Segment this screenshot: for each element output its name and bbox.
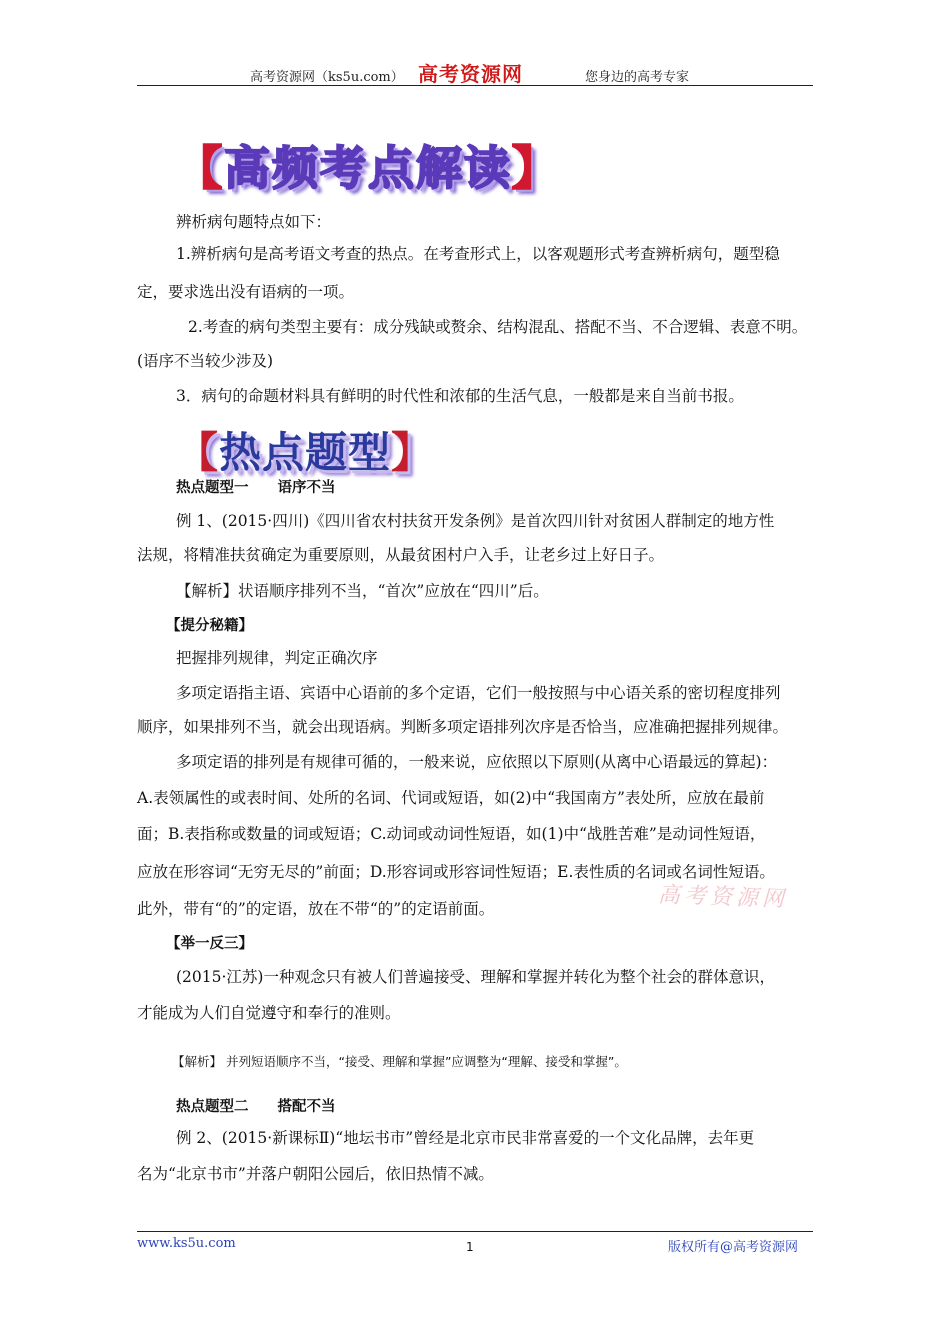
example-1-line-a: 例 1、(2015·四川)《四川省农村扶贫开发条例》是首次四川针对贫困人群制定的地方性 [176,512,775,530]
tip-line-7: 此外，带有“的”的定语，放在不带“的”的定语前面。 [137,900,495,918]
footer-rule [137,1231,813,1232]
type1-heading: 热点题型一 语序不当 [176,480,336,496]
footer-copyright: 版权所有@高考资源网 [668,1240,799,1255]
banner-title: 热点题型 [219,428,392,477]
example-1-line-b: 法规，将精准扶贫确定为重要原则，从最贫困村户入手，让老乡过上好日子。 [137,546,665,564]
intro-point-1b: 定，要求选出没有语病的一项。 [137,283,355,301]
practice-line-a: (2015·江苏)一种观念只有被人们普遍接受、理解和掌握并转化为整个社会的群体意识， [176,968,775,986]
type2-heading: 热点题型二 搭配不当 [176,1099,336,1115]
watermark: 高考资源网 [657,882,789,913]
tip-line-3: 多项定语的排列是有规律可循的，一般来说，应依照以下原则(从离中心语最远的算起)： [176,753,778,771]
intro-point-3: 3．病句的命题材料具有鲜明的时代性和浓郁的生活气息，一般都是来自当前书报。 [176,387,744,405]
tips-title: 【提分秘籍】 [166,618,253,634]
page-number: 1 [466,1240,474,1254]
intro-point-1a: 1.辨析病句是高考语文考查的热点。在考查形式上，以客观题形式考查辨析病句，题型稳 [176,245,780,263]
example-2-line-a: 例 2、(2015·新课标Ⅱ)“地坛书市”曾经是北京市民非常喜爱的一个文化品牌，去年更 [176,1129,755,1147]
intro-point-2a: 2.考查的病句类型主要有：成分残缺或赘余、结构混乱、搭配不当、不合逻辑、表意不明。 [188,318,808,336]
header-rule [137,85,813,86]
banner-bracket-close: 】 [512,141,560,195]
banner-bracket-open: 【 [176,141,224,195]
header-logo: 高考资源网 [418,62,523,86]
example-2-line-b: 名为“北京书市”并落户朝阳公园后，依旧热情不减。 [137,1165,494,1183]
banner-title: 高频考点解读 [224,141,512,195]
tip-line-5: 面；B.表指称或数量的词或短语；C.动词或动词性短语，如(1)中“战胜苦难”是动词性短语， [137,825,766,843]
tip-line-4: A.表领属性的或表时间、处所的名词、代词或短语，如(2)中“我国南方”表处所，应放在最前 [137,789,765,807]
section-banner-high-frequency [176,132,560,198]
tip-line-2b: 顺序，如果排列不当，就会出现语病。判断多项定语排列次序是否恰当，应准确把握排列规律。 [137,718,789,736]
header-slogan: 您身边的高考专家 [585,70,690,85]
footer-site-link[interactable]: www.ks5u.com [137,1236,236,1251]
practice-line-b: 才能成为人们自觉遵守和奉行的准则。 [137,1004,401,1022]
tip-line-2a: 多项定语指主语、宾语中心语前的多个定语，它们一般按照与中心语关系的密切程度排列 [176,684,781,702]
practice-analysis: 【解析】 并列短语顺序不当，“接受、理解和掌握”应调整为“理解、接受和掌握”。 [172,1054,627,1069]
example-1-analysis: 【解析】状语顺序排列不当，“首次”应放在“四川”后。 [176,582,549,600]
intro-point-2b: (语序不当较少涉及) [137,352,274,370]
banner-bracket-open: 【 [176,428,220,477]
banner-bracket-close: 】 [391,428,435,477]
tip-line-6: 应放在形容词“无穷无尽的”前面；D.形容词或形容词性短语；E.表性质的名词或名词性短语。 [137,863,775,881]
intro-lead: 辨析病句题特点如下： [176,213,332,231]
tip-line-1: 把握排列规律，判定正确次序 [176,649,378,667]
section-banner-hot-types [176,420,434,480]
header-site-name: 高考资源网（ks5u.com） [250,70,404,85]
practice-title: 【举一反三】 [166,936,253,952]
